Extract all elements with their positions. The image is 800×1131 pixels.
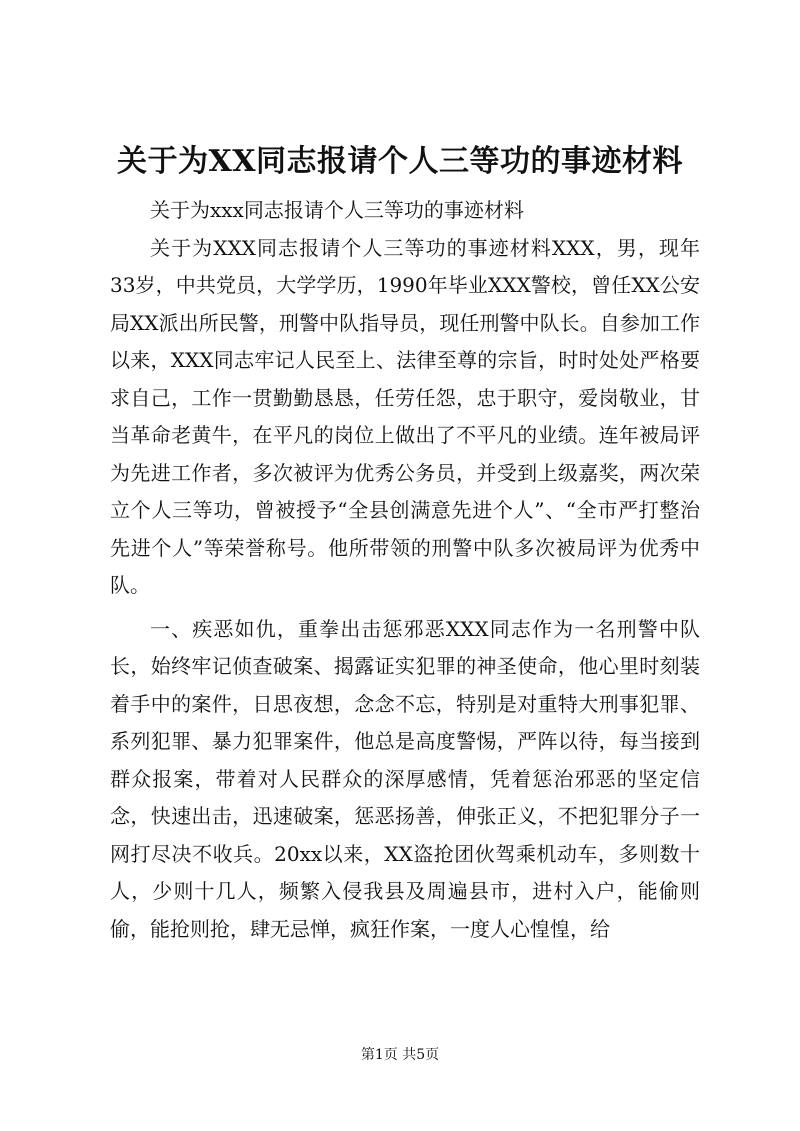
document-title: 关于为XX同志报请个人三等功的事迹材料 — [116, 144, 684, 179]
document-body — [110, 192, 700, 948]
paragraph-intro: 关于为XXX同志报请个人三等功的事迹材料XXX，男，现年33岁，中共党员，大学学历，1990年毕业XXX警校，曾任XX公安局XX派出所民警，刑警中队指导员，现任刑警中队长。自参加工作以来，XXX同志牢记人民至上、法律至尊的宗旨，时时处处严格要求自己，工作一贯勤勤恳恳，任劳任怨，忠于职守，爱岗敬业，甘当革命老黄牛，在平凡的岗位上做出了不平凡的业绩。连年被局评为先进工作者，多次被评为优秀公务员，并受到上级嘉奖，两次荣立个人三等功，曾被授予“全县创满意先进个人”、“全市严打整治先进个人”等荣誉称号。他所带领的刑警中队多次被局评为优秀中队。 — [110, 235, 700, 597]
page-footer: 第1页 共5页 — [360, 1047, 440, 1063]
paragraph-section-one: 一、疾恶如仇，重拳出击惩邪恶XXX同志作为一名刑警中队长，始终牢记侦查破案、揭露证实犯罪的神圣使命，他心里时刻装着手中的案件，日思夜想，念念不忘，特别是对重特大刑事犯罪、系列犯罪、暴力犯罪案件，他总是高度警惕，严阵以待，每当接到群众报案，带着对人民群众的深厚感情，凭着惩治邪恶的坚定信念，快速出击，迅速破案，惩恶扬善，伸张正义，不把犯罪分子一网打尽决不收兵。20xx以来，XX盗抢团伙驾乘机动车，多则数十人，少则十几人，频繁入侵我县及周遍县市，进村入户，能偷则偷，能抢则抢，肆无忌惮，疯狂作案，一度人心惶惶，给 — [110, 616, 700, 941]
paragraph-subtitle: 关于为xxx同志报请个人三等功的事迹材料 — [150, 198, 524, 222]
